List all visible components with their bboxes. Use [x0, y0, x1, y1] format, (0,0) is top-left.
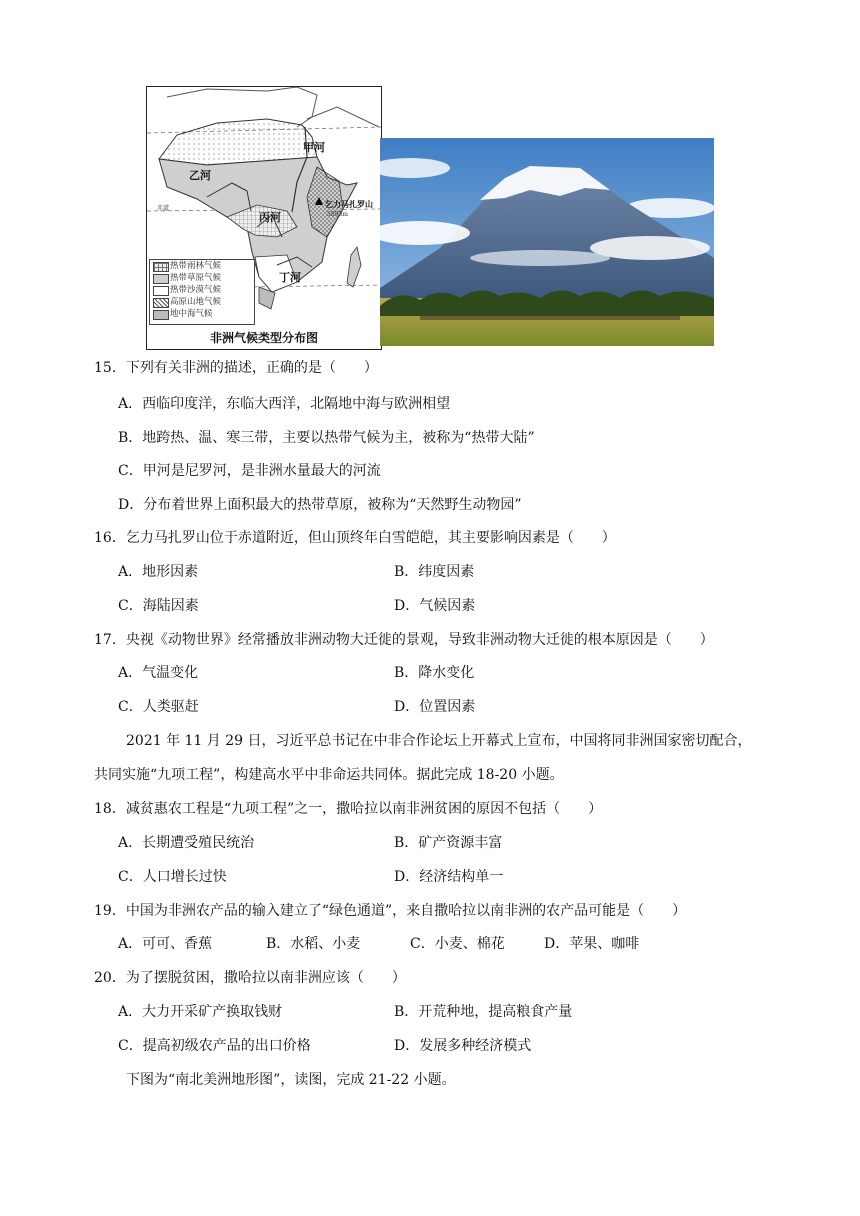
equator-label: 赤道: [157, 205, 170, 212]
q16-stem: 16．乞力马扎罗山位于赤道附近，但山顶终年白雪皑皑，其主要影响因素是（ ）: [94, 530, 616, 546]
river-label-yi: 乙河: [189, 169, 211, 182]
q20-option-b: B．开荒种地，提高粮食产量: [394, 1004, 573, 1020]
map-legend: [149, 259, 255, 325]
q17-stem: 17．央视《动物世界》经常播放非洲动物大迁徙的景观，导致非洲动物大迁徙的根本原因是（ ）: [94, 632, 714, 648]
river-label-bing: 丙河: [259, 211, 281, 224]
q16-option-b: B．纬度因素: [394, 564, 475, 580]
q17-option-d: D．位置因素: [394, 699, 476, 715]
q18-option-a: A．长期遭受殖民统治: [118, 835, 255, 851]
q18-option-b: B．矿产资源丰富: [394, 835, 503, 851]
q15-option-a: A．西临印度洋，东临大西洋，北隔地中海与欧洲相望: [118, 396, 451, 412]
q19-option-d: D．苹果、咖啡: [544, 936, 640, 952]
q18-option-c: C．人口增长过快: [118, 869, 227, 885]
q18-option-d: D．经济结构单一: [394, 869, 504, 885]
q20-stem: 20．为了摆脱贫困，撒哈拉以南非洲应该（ ）: [94, 970, 406, 986]
q15-option-b: B．地跨热、温、寒三带，主要以热带气候为主，被称为“热带大陆”: [118, 430, 535, 446]
legend-item: 热带沙漠气候: [150, 284, 254, 296]
mountain-label: 乞力马扎罗山: [325, 199, 373, 209]
q16-option-a: A．地形因素: [118, 564, 199, 580]
q15-option-d: D．分布着世界上面积最大的热带草原，被称为“天然野生动物园”: [118, 497, 522, 513]
map-caption: 非洲气候类型分布图: [209, 331, 318, 345]
africa-climate-map: [146, 86, 382, 350]
q19-stem: 19．中国为非洲农产品的输入建立了“绿色通道”，来自撒哈拉以南非洲的农产品可能是（ ）: [94, 903, 687, 919]
legend-item: 地中海气候: [150, 308, 254, 320]
river-label-jia: 甲河: [303, 141, 325, 154]
elevation-label: 5895m: [327, 211, 348, 218]
kilimanjaro-photo: [380, 138, 714, 346]
q17-option-c: C．人类驱赶: [118, 699, 199, 715]
legend-item: 热带草原气候: [150, 272, 254, 284]
kilimanjaro-illustration: [380, 138, 714, 346]
intro-18-20-line1: 2021 年 11 月 29 日，习近平总书记在中非合作论坛上开幕式上宣布，中国将同非洲国家密切配合，: [126, 733, 752, 749]
q16-option-d: D．气候因素: [394, 598, 476, 614]
legend-item: 高原山地气候: [150, 296, 254, 308]
q19-option-a: A．可可、香蕉: [118, 936, 213, 952]
q17-option-a: A．气温变化: [118, 665, 199, 681]
q17-option-b: B．降水变化: [394, 665, 475, 681]
q16-option-c: C．海陆因素: [118, 598, 199, 614]
intro-18-20-line2: 共同实施“九项工程”，构建高水平中非命运共同体。据此完成 18-20 小题。: [94, 767, 564, 783]
q20-option-d: D．发展多种经济模式: [394, 1038, 532, 1054]
q19-option-c: C．小麦、棉花: [410, 936, 505, 952]
legend-item: 热带雨林气候: [150, 260, 254, 272]
intro-21-22: 下图为“南北美洲地形图”，读图，完成 21-22 小题。: [126, 1072, 456, 1088]
q15-option-c: C．甲河是尼罗河，是非洲水量最大的河流: [118, 463, 381, 479]
q18-stem: 18．减贫惠农工程是“九项工程”之一，撒哈拉以南非洲贫困的原因不包括（ ）: [94, 801, 603, 817]
q20-option-a: A．大力开采矿产换取钱财: [118, 1004, 283, 1020]
river-label-ding: 丁河: [279, 271, 301, 284]
q15-stem: 15．下列有关非洲的描述，正确的是（ ）: [94, 360, 378, 376]
q19-option-b: B．水稻、小麦: [266, 936, 361, 952]
q20-option-c: C．提高初级农产品的出口价格: [118, 1038, 311, 1054]
